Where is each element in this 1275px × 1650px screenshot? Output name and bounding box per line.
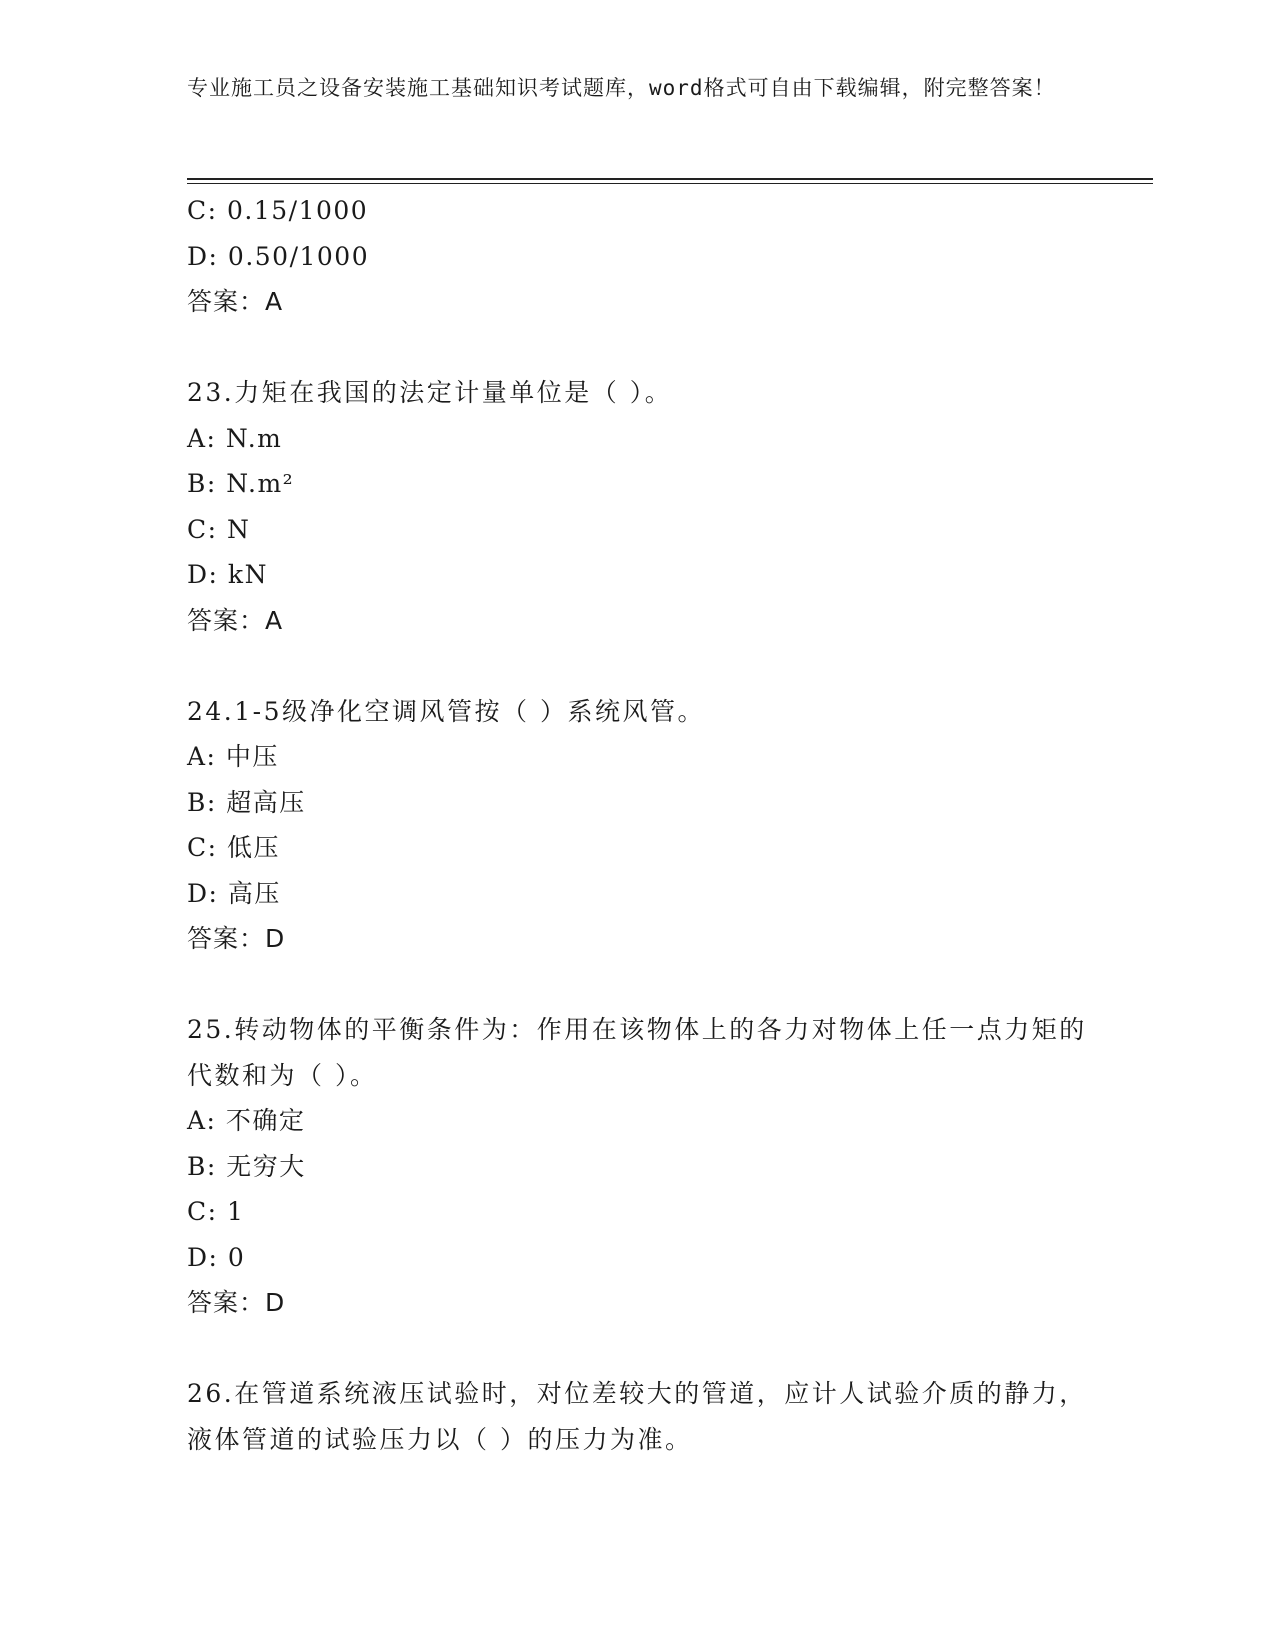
option-d: D: 0 xyxy=(187,1242,246,1272)
option-b: B: N.m² xyxy=(187,469,295,498)
previous-question-tail xyxy=(187,188,1087,325)
option-d: D: 高压 xyxy=(187,878,281,908)
question-text: 24.1-5级净化空调风管按（ ）系统风管。 xyxy=(187,696,705,726)
option-a: A: 中压 xyxy=(187,742,279,771)
question-25 xyxy=(187,1007,1087,1326)
question-text: 25.转动物体的平衡条件为：作用在该物体上的各力对物体上任一点力矩的代数和为（ ）。 xyxy=(187,1015,1087,1090)
spacer xyxy=(187,1326,1087,1372)
option-b: B: 无穷大 xyxy=(187,1151,306,1181)
question-23 xyxy=(187,370,1087,643)
question-26 xyxy=(187,1371,1087,1462)
answer-line: 答案：D xyxy=(187,1288,286,1317)
option-c: C: 0.15/1000 xyxy=(187,196,369,225)
option-b: B: 超高压 xyxy=(187,787,306,817)
option-a: A: 不确定 xyxy=(187,1106,306,1135)
spacer xyxy=(187,325,1087,371)
question-list xyxy=(187,188,1087,1462)
answer-line: 答案：A xyxy=(187,287,284,316)
header-divider-thin xyxy=(187,183,1153,184)
option-c: C: N xyxy=(187,514,251,544)
question-text: 23.力矩在我国的法定计量单位是（ ）。 xyxy=(187,378,673,407)
option-a: A: N.m xyxy=(187,423,283,453)
option-c: C: 1 xyxy=(187,1197,245,1226)
option-d: D: kN xyxy=(187,560,268,589)
document-header: 专业施工员之设备安装施工基础知识考试题库，word格式可自由下载编辑，附完整答案！ xyxy=(187,76,1056,100)
spacer xyxy=(187,643,1087,689)
question-24 xyxy=(187,689,1087,962)
question-text: 26.在管道系统液压试验时，对位差较大的管道，应计人试验介质的静力，液体管道的试验压力以（ ）的压力为准。 xyxy=(187,1379,1087,1454)
option-c: C: 低压 xyxy=(187,833,280,862)
answer-line: 答案：A xyxy=(187,605,284,635)
spacer xyxy=(187,962,1087,1008)
option-d: D: 0.50/1000 xyxy=(187,241,370,271)
answer-line: 答案：D xyxy=(187,924,286,953)
header-divider-thick xyxy=(187,178,1153,180)
